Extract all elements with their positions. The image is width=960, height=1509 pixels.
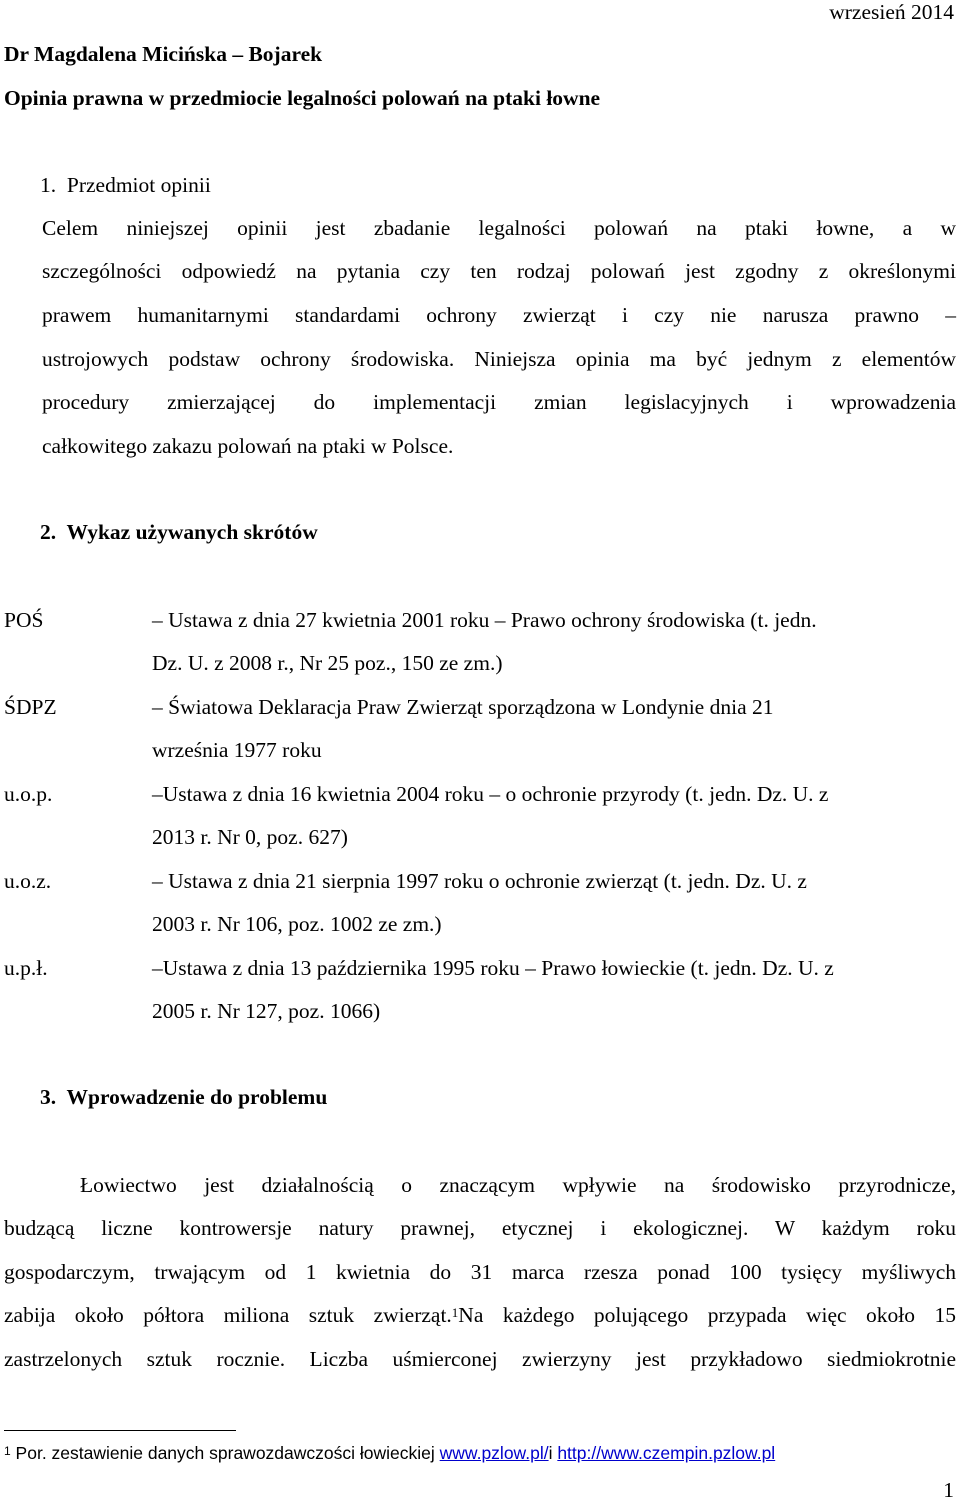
- section-1-line: ustrojowych podstaw ochrony środowiska. Niniejsza opinia ma być jednym z elementów: [42, 347, 956, 371]
- section-3-line: budzącą liczne kontrowersje natury prawnej, etycznej i ekologicznej. W każdym roku: [4, 1216, 956, 1240]
- section-1-line: szczególności odpowiedź na pytania czy ten rodzaj polowań jest zgodny z określonymi: [42, 259, 956, 283]
- page-number: 1: [943, 1478, 954, 1502]
- footnote-link-pzlow[interactable]: www.pzlow.pl/: [439, 1443, 549, 1463]
- footnote-link-czempin[interactable]: http://www.czempin.pzlow.pl: [557, 1443, 776, 1463]
- abbreviation-definition-cont: 2013 r. Nr 0, poz. 627): [152, 825, 348, 849]
- section-1-line: całkowitego zakazu polowań na ptaki w Polsce.: [42, 434, 454, 458]
- section-1-line: procedury zmierzającej do implementacji zmian legislacyjnych i wprowadzenia: [42, 390, 956, 414]
- footnote-text: i: [548, 1443, 558, 1463]
- abbreviation-definition: –Ustawa z dnia 13 października 1995 roku – Prawo łowieckie (t. jedn. Dz. U. z: [152, 956, 834, 980]
- abbreviation-term: u.o.z.: [4, 869, 52, 893]
- abbreviation-term: u.p.ł.: [4, 956, 48, 980]
- section-3-text: zabija około półtora miliona sztuk zwierząt.: [4, 1303, 452, 1327]
- section-1-line: prawem humanitarnymi standardami ochrony zwierząt i czy nie narusza prawno –: [42, 303, 956, 327]
- abbreviation-definition: – Ustawa z dnia 27 kwietnia 2001 roku – Prawo ochrony środowiska (t. jedn.: [152, 608, 817, 632]
- abbreviation-definition-cont: Dz. U. z 2008 r., Nr 25 poz., 150 ze zm.): [152, 651, 503, 675]
- footnote-divider: [4, 1430, 236, 1431]
- section-3-line: [4, 1305, 956, 1326]
- footnote-number: 1: [4, 1444, 11, 1458]
- section-3-line: Łowiectwo jest działalnością o znaczącym wpływie na środowisko przyrodnicze,: [80, 1173, 956, 1197]
- abbreviation-term: u.o.p.: [4, 782, 53, 806]
- abbreviation-definition-cont: września 1977 roku: [152, 738, 322, 762]
- abbreviation-definition: – Ustawa z dnia 21 sierpnia 1997 roku o ochronie zwierząt (t. jedn. Dz. U. z: [152, 869, 807, 893]
- footnote: [4, 1443, 775, 1464]
- abbreviation-term: ŚDPZ: [4, 695, 57, 719]
- abbreviation-definition-cont: 2003 r. Nr 106, poz. 1002 ze zm.): [152, 912, 442, 936]
- section-3-line: gospodarczym, trwającym od 1 kwietnia do 31 marca rzesza ponad 100 tysięcy myśliwych: [4, 1260, 956, 1284]
- section-1-heading: 1. Przedmiot opinii: [40, 173, 211, 197]
- abbreviation-definition-cont: 2005 r. Nr 127, poz. 1066): [152, 999, 381, 1023]
- section-1-line: Celem niniejszej opinii jest zbadanie legalności polowań na ptaki łowne, a w: [42, 216, 956, 240]
- abbreviation-term: POŚ: [4, 608, 44, 632]
- section-3-heading: 3. Wprowadzenie do problemu: [40, 1085, 328, 1109]
- section-3-line: zastrzelonych sztuk rocznie. Liczba uśmierconej zwierzyny jest przykładowo siedmiokrotnie: [4, 1347, 956, 1371]
- footnote-reference[interactable]: 1: [451, 1305, 459, 1320]
- abbreviation-definition: –Ustawa z dnia 16 kwietnia 2004 roku – o ochronie przyrody (t. jedn. Dz. U. z: [152, 782, 829, 806]
- author-name: Dr Magdalena Micińska – Bojarek: [4, 42, 323, 66]
- section-3-text: Na każdego polującego przypada więc około 15: [458, 1303, 956, 1327]
- section-2-heading: 2. Wykaz używanych skrótów: [40, 520, 318, 544]
- document-date: wrzesień 2014: [829, 0, 954, 24]
- footnote-text: Por. zestawienie danych sprawozdawczości łowieckiej: [10, 1443, 440, 1463]
- document-title: Opinia prawna w przedmiocie legalności polowań na ptaki łowne: [4, 86, 601, 110]
- abbreviation-definition: – Światowa Deklaracja Praw Zwierząt sporządzona w Londynie dnia 21: [152, 695, 774, 719]
